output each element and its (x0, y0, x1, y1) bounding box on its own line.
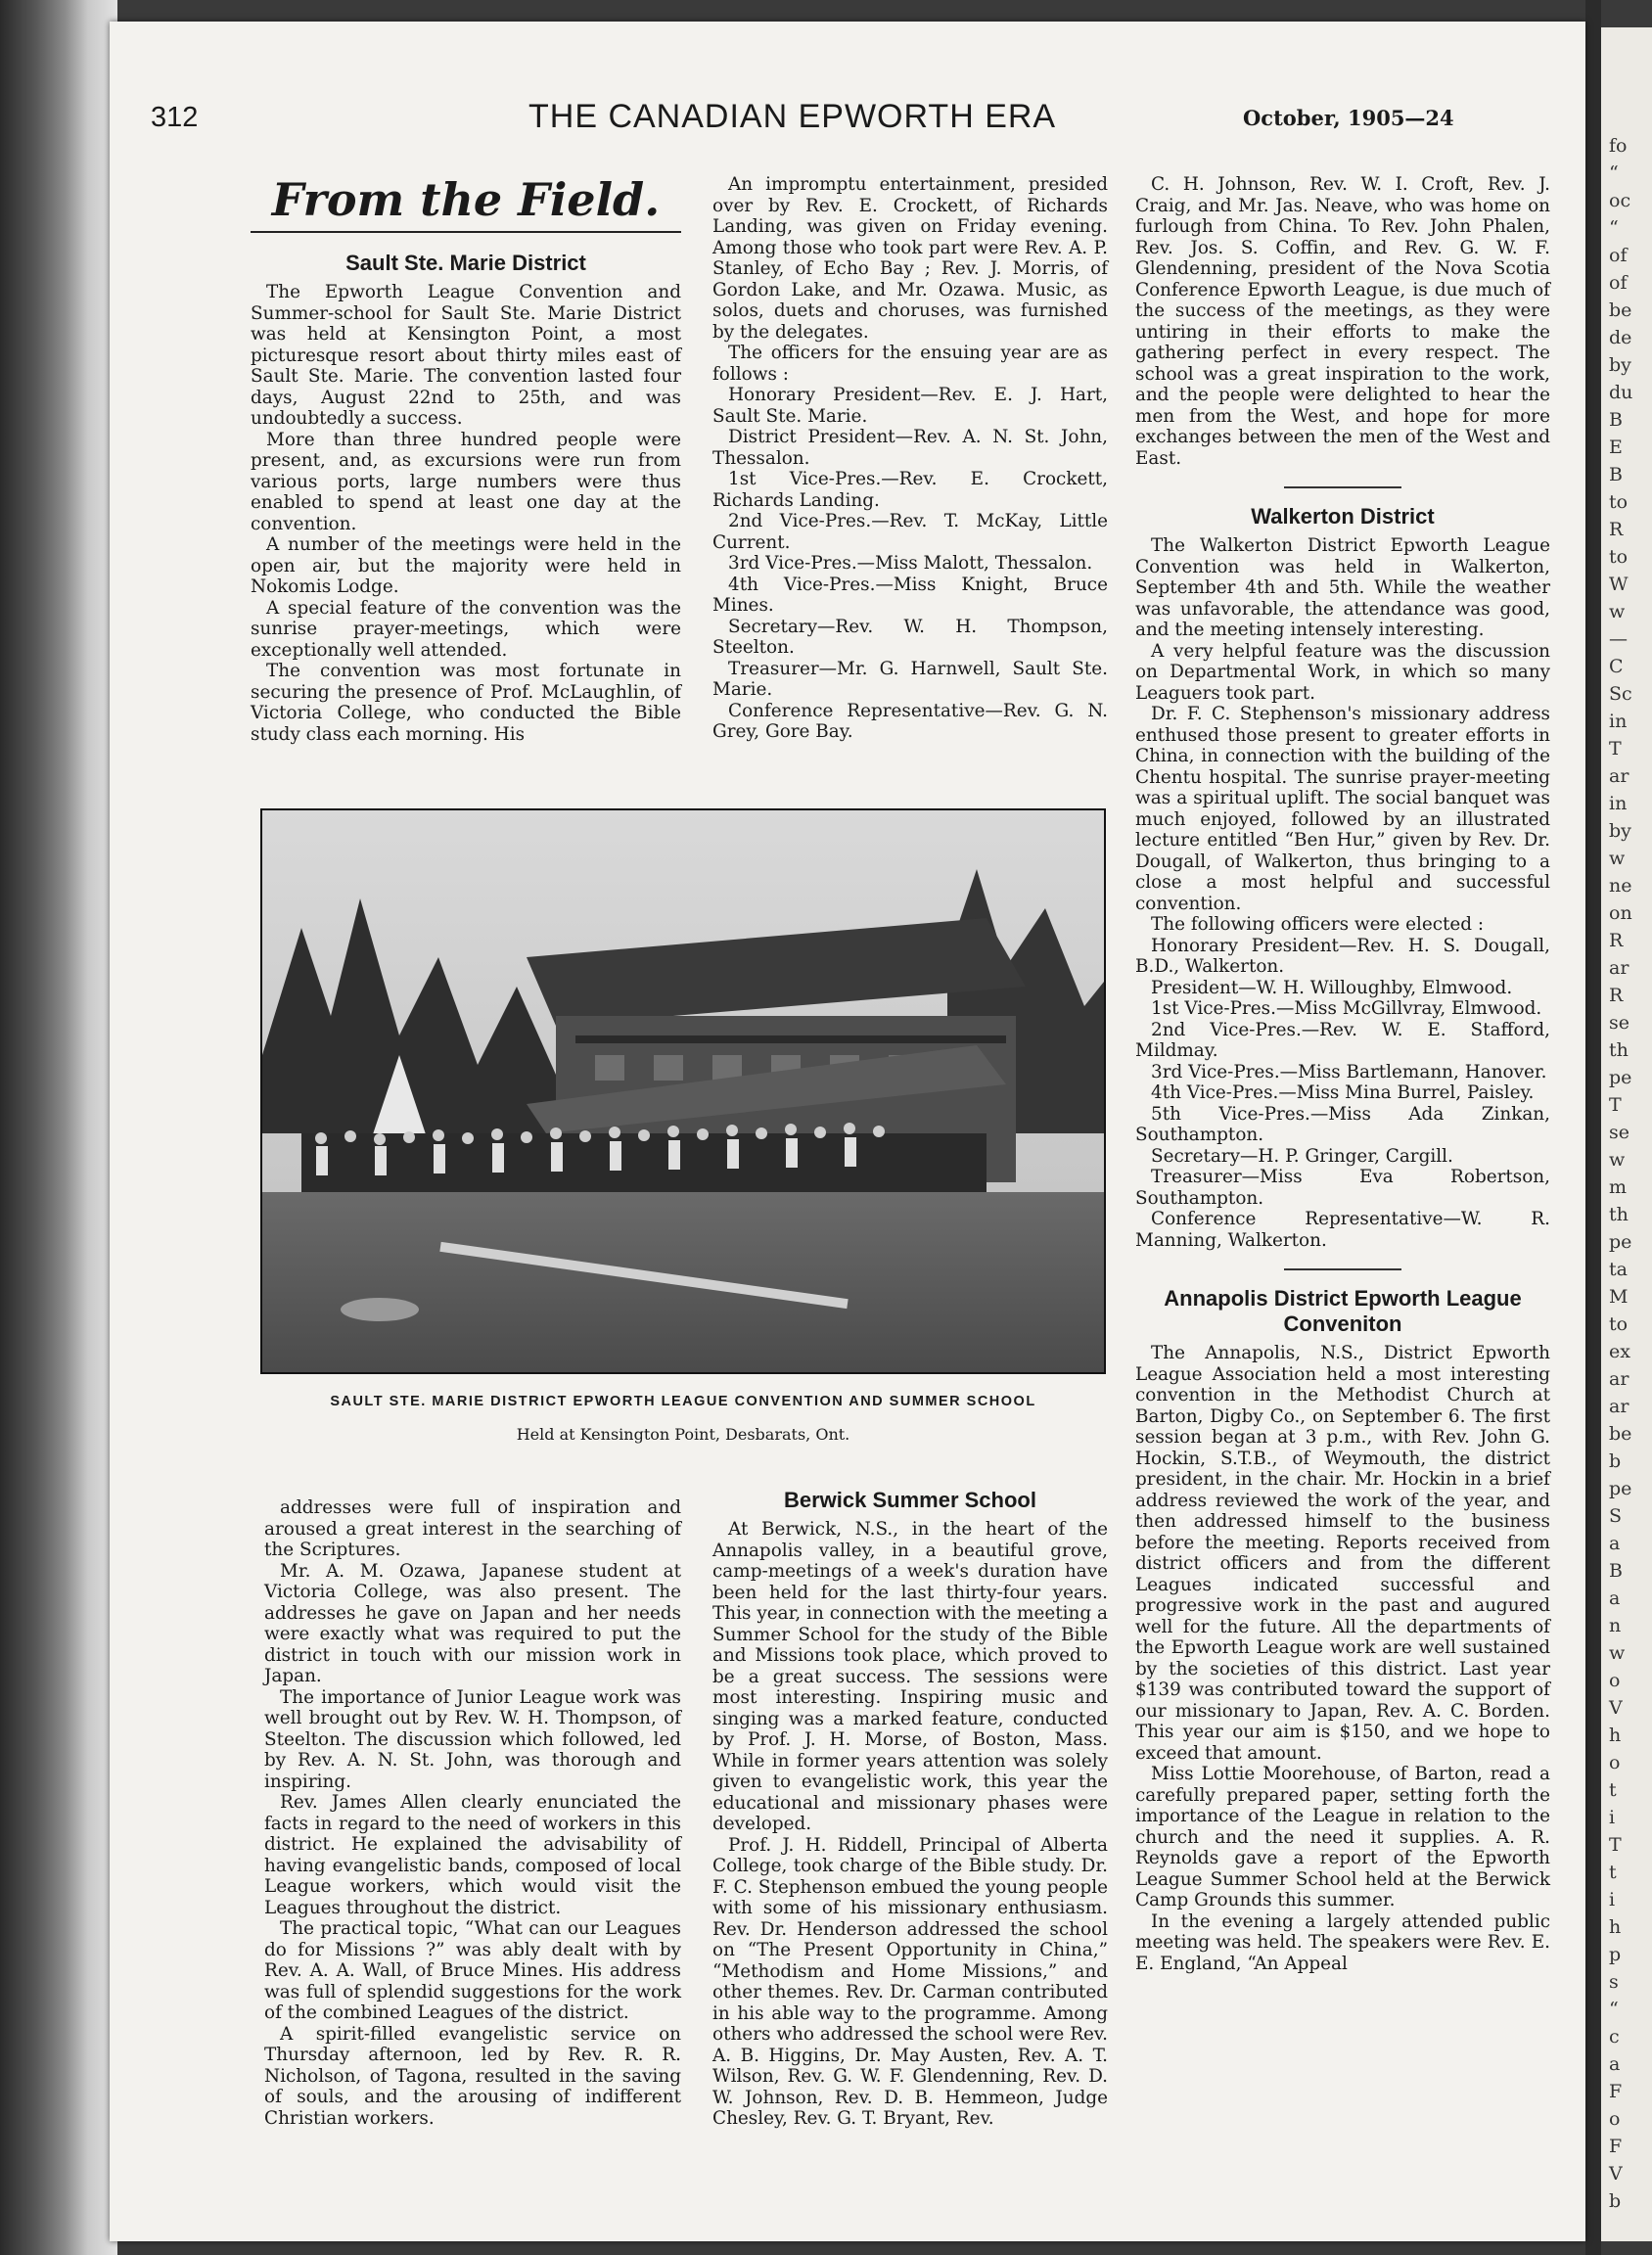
adjacent-page-fragment: ne (1609, 875, 1632, 897)
adjacent-page-fragment: c (1609, 2026, 1620, 2048)
paragraph: A very helpful feature was the discussion on Departmental Work, in which so many Leaguers took part. (1135, 640, 1550, 704)
paragraph: 2nd Vice-Pres.—Rev. W. E. Stafford, Mildmay. (1135, 1019, 1550, 1061)
paragraph: Dr. F. C. Stephenson's missionary address enthused those present to greater efforts in China, in connection with the building of the Chentu hospital. The sunrise prayer-meeting was a spiritual uplift. The social banquet was much enjoyed, followed by an illustrated lecture entitled “Ben Hur,” given by Rev. Dr. Dougall, of Walkerton, thus bringing to a close a most helpful and successful convention. (1135, 704, 1550, 914)
paragraph: The practical topic, “What can our Leagues do for Missions ?” was ably dealt with by Rev. A. A. Wall, of Bruce Mines. His address was full of splendid suggestions for the work of the combined Leagues of the district. (264, 1918, 681, 2023)
annapolis-heading: Annapolis District Epworth League Conveniton (1164, 1286, 1522, 1336)
paragraph: The Walkerton District Epworth League Convention was held in Walkerton, September 4th and 5th. While the weather was unfavorable, the attendance was good, and the meeting intensely interesting. (1135, 535, 1550, 640)
paragraph: Secretary—Rev. W. H. Thompson, Steelton. (712, 616, 1108, 658)
adjacent-page-fragment: w (1609, 1642, 1626, 1664)
page-number: 312 (151, 102, 199, 133)
berwick-continued (1135, 174, 1550, 469)
adjacent-page-fragment: ta (1609, 1259, 1628, 1280)
adjacent-page-fragment: B (1609, 409, 1623, 431)
adjacent-page-fragment: “ (1609, 1999, 1619, 2020)
adjacent-page-fragment: i (1609, 1807, 1616, 1828)
paragraph: A special feature of the convention was the sunrise prayer-meetings, which were exceptionally well attended. (251, 597, 681, 661)
paragraph: An impromptu entertainment, presided over by Rev. E. Crockett, of Richards Landing, was given on Friday evening. Among those who took part were Rev. A. P. Stanley, of Echo Bay ; Rev. J. Morris, of Gordon Lake, and Mr. Ozawa. Music, as solos, duets and choruses, was furnished by the delegates. (712, 174, 1108, 343)
adjacent-page-fragment: ar (1609, 957, 1629, 979)
adjacent-page-fragment: in (1609, 711, 1628, 732)
adjacent-page-fragment: M (1609, 1286, 1629, 1308)
section-title-rule (251, 231, 681, 233)
paragraph: C. H. Johnson, Rev. W. I. Croft, Rev. J. Craig, and Mr. Jas. Neave, who was home on furlough from China. To Rev. John Phalen, Rev. Jos. S. Coffin, and Rev. G. W. F. Glendenning, president of the Nova Scotia Conference Epworth League, is due much of the success of the meetings, as they were untiring in their efforts to make the gathering perfect in every respect. The school was a great inspiration to the work, and the people were delighted to hear the men from the West, and hope for more exchanges between the men of the West and East. (1135, 174, 1550, 469)
adjacent-page-fragment: i (1609, 1889, 1616, 1910)
adjacent-page-fragment: a (1609, 1588, 1621, 1609)
adjacent-page-fragment: du (1609, 382, 1633, 403)
annapolis-article-body (1135, 1343, 1550, 1974)
adjacent-page-fragment: T (1609, 1834, 1622, 1856)
adjacent-page-fragment: of (1609, 245, 1628, 266)
adjacent-page-fragment: R (1609, 519, 1624, 540)
photo-caption: SAULT STE. MARIE DISTRICT EPWORTH LEAGUE CONVENTION AND SUMMER SCHOOL (330, 1394, 1036, 1409)
adjacent-page-fragment: b (1609, 1450, 1622, 1472)
issue-date: October, 1905—24 (1243, 106, 1454, 130)
paragraph: The Epworth League Convention and Summer-school for Sault Ste. Marie District was held at Kensington Point, a most picturesque resort about thirty miles east of Sault Ste. Marie. The convention lasted four days, August 22nd to 25th, and was undoubtedly a success. (251, 282, 681, 429)
adjacent-page-fragment: t (1609, 1862, 1617, 1883)
adjacent-page-fragment: T (1609, 1094, 1622, 1116)
adjacent-page-fragment: w (1609, 848, 1626, 869)
photo-illustration (262, 810, 1106, 1374)
paragraph: Secretary—H. P. Gringer, Cargill. (1151, 1145, 1453, 1167)
adjacent-page-fragment: o (1609, 1752, 1621, 1773)
paragraph: 4th Vice-Pres.—Miss Mina Burrel, Paisley. (1151, 1082, 1535, 1103)
adjacent-page-fragment: a (1609, 1533, 1621, 1554)
paragraph: In the evening a largely attended public meeting was held. The speakers were Rev. E. E. England, “An Appeal (1135, 1910, 1550, 1974)
paragraph: Honorary President—Rev. E. J. Hart, Sault Ste. Marie. (712, 385, 1108, 427)
adjacent-page-fragment: “ (1609, 162, 1619, 184)
adjacent-page-fragment: to (1609, 546, 1629, 568)
page-gutter (1585, 0, 1601, 2255)
adjacent-page-fragment: on (1609, 902, 1632, 924)
adjacent-page-fragment: h (1609, 1916, 1622, 1938)
adjacent-page-fragment: th (1609, 1204, 1629, 1225)
adjacent-page-fragment: F (1609, 2081, 1623, 2102)
adjacent-page-fragment: ar (1609, 1396, 1629, 1417)
paragraph: At Berwick, N.S., in the heart of the Annapolis valley, in a beautiful grove, camp-meetings of a week's duration have been held for the last thirty-four years. This year, in connection with the meeting a Summer School for the study of the Bible and Missions took place, which proved to be a great success. The sessions were most interesting. Inspiring music and singing was a marked feature, conducted by Prof. J. H. Morse, of Boston, Mass. While in former years attention was solely given to evangelistic work, this year the educational and missionary phases were developed. (712, 1519, 1108, 1834)
paragraph: A spirit-filled evangelistic service on Thursday afternoon, led by Rev. R. R. Nicholson, of Tagona, resulted in the saving of souls, and the arousing of indifferent Christian workers. (264, 2023, 681, 2129)
adjacent-page-fragment: “ (1609, 217, 1619, 239)
adjacent-page-fragment: V (1609, 2163, 1623, 2185)
adjacent-page-fragment: W (1609, 574, 1629, 595)
adjacent-page-fragment: R (1609, 985, 1624, 1006)
adjacent-page-fragment: be (1609, 299, 1632, 321)
adjacent-page-fragment: p (1609, 1944, 1622, 1965)
sault-article-body (251, 282, 681, 745)
adjacent-page-fragment: ex (1609, 1341, 1630, 1362)
sault-officers-list (712, 174, 1108, 743)
paragraph: 1st Vice-Pres.—Rev. E. Crockett, Richards Landing. (712, 469, 1108, 511)
column-2-bottom (712, 1488, 1108, 2130)
paragraph: The Annapolis, N.S., District Epworth League Association held a most interesting convention in the Methodist Church at Barton, Digby Co., on September 6. The first session began at 3 p.m., with Rev. John G. Hockin, S.T.B., of Weymouth, the district president, in the chair. Mr. Hockin in a brief address reviewed the work of the year, and then addressed himself to the business before the meeting. Reports received from district officers and from the different Leagues indicated successful and progressive work in the past and augured well for the future. All the departments of the Epworth League work are well sustained by the societies of this district. Last year $139 was contributed toward the support of our missionary to Japan, Rev. A. C. Borden. This year our aim is $150, and we hope to exceed that amount. (1135, 1343, 1550, 1764)
paragraph: Honorary President—Rev. H. S. Dougall, B.D., Walkerton. (1135, 935, 1550, 977)
adjacent-page-fragment: m (1609, 1176, 1628, 1198)
column-3 (1135, 174, 1550, 1974)
adjacent-page-fragment: by (1609, 354, 1631, 376)
adjacent-page-edge (1601, 27, 1652, 2241)
paragraph: 1st Vice-Pres.—Miss McGillvray, Elmwood. (1151, 998, 1542, 1019)
adjacent-page-fragment: of (1609, 272, 1628, 294)
adjacent-page-fragment: to (1609, 1313, 1629, 1335)
adjacent-page-fragment: o (1609, 1670, 1621, 1691)
adjacent-page-fragment: F (1609, 2136, 1623, 2157)
adjacent-page-fragment: S (1609, 1505, 1623, 1527)
adjacent-page-fragment: C (1609, 656, 1624, 677)
paragraph: The importance of Junior League work was well brought out by Rev. W. H. Thompson, of Steelton. The discussion which followed, led by Rev. A. N. St. John, was thorough and inspiring. (264, 1686, 681, 1792)
adjacent-page-fragment: to (1609, 491, 1629, 513)
adjacent-page-fragment: in (1609, 793, 1628, 814)
column-1-top (251, 174, 681, 745)
adjacent-page-fragment: B (1609, 464, 1623, 485)
paragraph: District President—Rev. A. N. St. John, Thessalon. (712, 427, 1108, 469)
adjacent-page-fragment: be (1609, 1423, 1632, 1445)
adjacent-page-fragment: oc (1609, 190, 1631, 211)
paragraph: The officers for the ensuing year are as follows : (712, 343, 1108, 385)
adjacent-page-fragment: se (1609, 1122, 1629, 1143)
column-2-top (712, 174, 1108, 743)
paragraph: 3rd Vice-Pres.—Miss Malott, Thessalon. (728, 553, 1093, 574)
adjacent-page-fragment: w (1609, 601, 1626, 622)
adjacent-page-fragment: n (1609, 1615, 1622, 1636)
adjacent-page-fragment: by (1609, 820, 1631, 842)
masthead-title: THE CANADIAN EPWORTH ERA (528, 98, 1057, 135)
paragraph: Conference Representative—Rev. G. N. Grey, Gore Bay. (712, 700, 1108, 742)
adjacent-page-fragment: b (1609, 2190, 1622, 2212)
adjacent-page-fragment: R (1609, 930, 1624, 951)
adjacent-page-fragment: pe (1609, 1231, 1632, 1253)
paragraph: 3rd Vice-Pres.—Miss Bartlemann, Hanover. (1151, 1061, 1547, 1082)
berwick-article-body (712, 1519, 1108, 2130)
paragraph: Prof. J. H. Riddell, Principal of Alberta College, took charge of the Bible study. Dr. F. C. Stephenson embued the young people with some of his missionary enthusiasm. Rev. Dr. Henderson addressed the school on “The Present Opportunity in China,” “Methodism and Home Missions,” and other themes. Rev. Dr. Carman contributed in his able way to the programme. Among others who addressed the school were Rev. A. B. Higgins, Dr. May Austen, Rev. A. T. Wilson, Rev. G. W. F. Glendenning, Rev. D. W. Johnson, Rev. D. B. Hemmeon, Judge Chesley, Rev. G. T. Bryant, Rev. (712, 1834, 1108, 2129)
adjacent-page-fragment: de (1609, 327, 1632, 348)
adjacent-page-fragment: — (1609, 628, 1628, 650)
divider-rule (1284, 1268, 1401, 1270)
paragraph: 4th Vice-Pres.—Miss Knight, Bruce Mines. (712, 574, 1108, 616)
column-1-bottom (264, 1497, 681, 2129)
walkerton-heading: Walkerton District (1251, 504, 1435, 529)
berwick-heading: Berwick Summer School (784, 1488, 1036, 1512)
adjacent-page-fragment: se (1609, 1012, 1629, 1034)
paragraph: Treasurer—Miss Eva Robertson, Southampton. (1135, 1167, 1550, 1209)
adjacent-page-fragment: V (1609, 1697, 1623, 1719)
adjacent-page-fragment: ar (1609, 765, 1629, 787)
paragraph: The convention was most fortunate in securing the presence of Prof. McLaughlin, of Victoria College, who conducted the Bible study class each morning. His (251, 661, 681, 745)
adjacent-page-fragment: s (1609, 1971, 1619, 1993)
section-title: From the Field. (271, 173, 661, 226)
book-binding (0, 0, 117, 2255)
paragraph: Treasurer—Mr. G. Harnwell, Sault Ste. Marie. (712, 658, 1108, 700)
paragraph: Miss Lottie Moorehouse, of Barton, read a carefully prepared paper, setting forth the importance of the League in relation to the church and the need it supplies. A. R. Reynolds gave a report of the Epworth League Summer School held at the Berwick Camp Grounds this summer. (1135, 1764, 1550, 1910)
walkerton-article-body (1135, 535, 1550, 1251)
adjacent-page-fragment: h (1609, 1725, 1622, 1746)
paragraph: More than three hundred people were present, and, as excursions were run from various ports, large numbers were thus enabled to spend at least one day at the convention. (251, 429, 681, 534)
adjacent-page-fragment: pe (1609, 1067, 1632, 1088)
paragraph: 5th Vice-Pres.—Miss Ada Zinkan, Southampton. (1135, 1103, 1550, 1145)
photo-subcaption: Held at Kensington Point, Desbarats, Ont. (516, 1425, 850, 1444)
paragraph: The following officers were elected : (1151, 914, 1485, 935)
paragraph: A number of the meetings were held in the open air, but the majority were held in Nokomis Lodge. (251, 534, 681, 597)
paragraph: Rev. James Allen clearly enunciated the facts in regard to the need of workers in this district. He explained the advisability of having evangelistic bands, composed of local League workers, which would visit the Leagues throughout the district. (264, 1792, 681, 1918)
adjacent-page-fragment: ar (1609, 1368, 1629, 1390)
paragraph: 2nd Vice-Pres.—Rev. T. McKay, Little Current. (712, 511, 1108, 553)
adjacent-page-fragment: pe (1609, 1478, 1632, 1499)
adjacent-page-fragment: T (1609, 738, 1622, 759)
adjacent-page-fragment: B (1609, 1560, 1623, 1582)
paragraph: Mr. A. M. Ozawa, Japanese student at Victoria College, was also present. The addresses he gave on Japan and her needs were exactly what was required to put the district in touch with our mission work in Japan. (264, 1560, 681, 1686)
paragraph: addresses were full of inspiration and aroused a great interest in the searching of the Scriptures. (264, 1497, 681, 1560)
adjacent-page-fragment: th (1609, 1039, 1629, 1061)
adjacent-page-fragment: a (1609, 2053, 1621, 2075)
adjacent-page-fragment: t (1609, 1779, 1617, 1801)
adjacent-page-fragment: o (1609, 2108, 1621, 2130)
divider-rule (1284, 486, 1401, 488)
adjacent-page-fragment: E (1609, 437, 1623, 458)
adjacent-page-fragment: fo (1609, 135, 1628, 157)
sault-continued-body (264, 1497, 681, 2129)
adjacent-page-fragment: Sc (1609, 683, 1632, 705)
sault-heading: Sault Ste. Marie District (345, 251, 586, 275)
convention-photograph (260, 808, 1106, 1374)
adjacent-page-fragment: w (1609, 1149, 1626, 1171)
paragraph: President—W. H. Willoughby, Elmwood. (1151, 977, 1513, 998)
paragraph: Conference Representative—W. R. Manning, Walkerton. (1135, 1209, 1550, 1251)
